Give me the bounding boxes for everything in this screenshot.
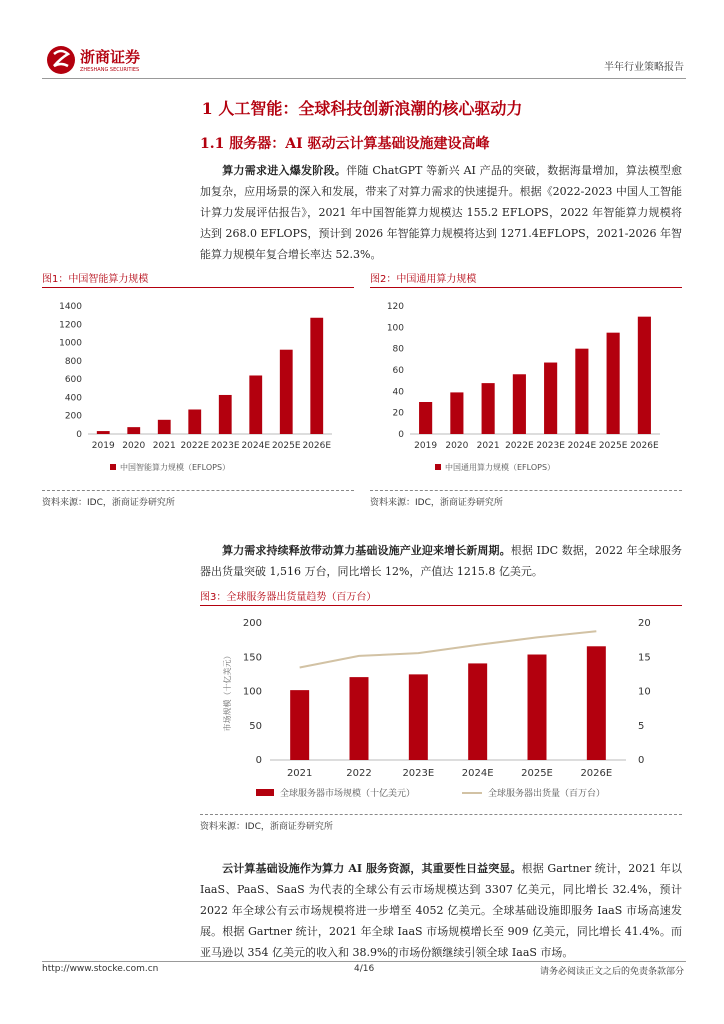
y-tick-label: 1000 bbox=[59, 338, 82, 349]
page-number: 4/16 bbox=[354, 964, 375, 974]
y-tick-label: 100 bbox=[386, 323, 404, 334]
bar bbox=[528, 655, 547, 760]
figure-2-chart bbox=[370, 290, 682, 490]
bar bbox=[290, 690, 309, 760]
paragraph-1-body: 伴随 ChatGPT 等新兴 AI 产品的突破，数据海量增加，算法模型愈加复杂，应用场景的深入和发展，带来了对算力需求的快速提升。根据《2022-2023 中国人工智能计算力发展评估报告》，2021 年中国智能算力规模达 155.2 EFLOPS，2022 年智能算力规模将达到 268.0 EFLOPS，预计到 2026 年智能算力规模将达到 1271.4EFLOPS，2021-2026 年智能算力规模年复合增长率达 52.3%。 bbox=[200, 164, 683, 261]
figure-1-chart bbox=[42, 290, 354, 490]
figure-2-name: 中国通用算力规模 bbox=[396, 274, 477, 285]
y-right-tick-label: 10 bbox=[638, 686, 651, 698]
paragraph-3-lead: 云计算基础设施作为算力 AI 服务资源，其重要性日益突显。 bbox=[222, 862, 522, 875]
figure-1-name: 中国智能算力规模 bbox=[68, 274, 149, 285]
x-tick-label: 2020 bbox=[122, 441, 146, 451]
figure-1-title bbox=[42, 270, 148, 285]
bar bbox=[419, 402, 432, 434]
x-tick-label: 2022E bbox=[180, 441, 210, 451]
figure-1-label: 图1： bbox=[42, 274, 69, 285]
bar bbox=[575, 349, 588, 434]
x-tick-label: 2023E bbox=[210, 441, 240, 451]
y-left-tick-label: 200 bbox=[242, 618, 262, 629]
bar bbox=[249, 375, 262, 434]
x-tick-label: 2019 bbox=[91, 441, 115, 451]
x-tick-label: 2021 bbox=[476, 441, 500, 451]
x-tick-label: 2025E bbox=[598, 441, 628, 451]
y-tick-label: 0 bbox=[398, 430, 404, 440]
figure-2-source: 资料来源：IDC，浙商证券研究所 bbox=[370, 498, 503, 508]
y-tick-label: 120 bbox=[386, 302, 404, 312]
y-tick-label: 1400 bbox=[59, 302, 82, 312]
legend-label-line: 全球服务器出货量（百万台） bbox=[488, 789, 606, 799]
subsection-heading: 1.1 服务器：AI 驱动云计算基础设施建设高峰 bbox=[200, 136, 490, 152]
brand-name-en: ZHESHANG SECURITIES bbox=[80, 67, 140, 73]
header-divider bbox=[42, 78, 686, 79]
y-tick-label: 60 bbox=[392, 366, 404, 376]
paragraph-2-lead: 算力需求持续释放带动算力基础设施产业迎来增长新周期。 bbox=[222, 544, 511, 557]
y-left-tick-label: 50 bbox=[249, 720, 262, 732]
bar bbox=[468, 663, 487, 760]
footer-url[interactable]: http://www.stocke.com.cn bbox=[42, 964, 159, 974]
x-tick-label: 2023E bbox=[402, 768, 435, 779]
figure-3-chart bbox=[200, 608, 682, 813]
x-tick-label: 2021 bbox=[286, 768, 313, 779]
bar bbox=[513, 374, 526, 434]
paragraph-2 bbox=[200, 540, 682, 582]
legend-swatch bbox=[110, 464, 116, 470]
bar bbox=[188, 409, 201, 434]
figure-2-label: 图2： bbox=[370, 274, 397, 285]
bar bbox=[219, 395, 232, 434]
figure-1-divider bbox=[42, 490, 354, 491]
y-tick-label: 200 bbox=[64, 411, 82, 422]
paragraph-1 bbox=[200, 160, 682, 265]
report-type: 半年行业策略报告 bbox=[604, 62, 684, 73]
figure-3-divider bbox=[200, 814, 682, 815]
figure-3-source: 资料来源：IDC，浙商证券研究所 bbox=[200, 822, 333, 832]
section-heading: 1 人工智能：全球科技创新浪潮的核心驱动力 bbox=[201, 99, 523, 118]
bar bbox=[638, 317, 651, 434]
y-left-tick-label: 0 bbox=[255, 755, 262, 766]
x-tick-label: 2026E bbox=[302, 441, 332, 451]
paragraph-2-body: 根据 IDC 数据，2022 年全球服务器出货量突破 1,516 万台，同比增长 12%，产值达 1215.8 亿美元。 bbox=[200, 544, 682, 578]
bar bbox=[280, 350, 293, 434]
x-tick-label: 2024E bbox=[241, 441, 271, 451]
figure-3-title bbox=[200, 588, 376, 603]
y-tick-label: 400 bbox=[64, 393, 82, 404]
footer-disclaimer: 请务必阅读正文之后的免责条款部分 bbox=[539, 967, 684, 977]
y-tick-label: 800 bbox=[64, 356, 82, 367]
y-tick-label: 600 bbox=[64, 375, 82, 386]
x-tick-label: 2023E bbox=[536, 441, 565, 451]
legend-swatch-bar bbox=[256, 789, 274, 796]
footer-divider bbox=[42, 961, 686, 962]
figure-1-rule bbox=[42, 287, 354, 288]
x-tick-label: 2021 bbox=[152, 441, 176, 451]
x-tick-label: 2022 bbox=[346, 768, 372, 779]
legend-label: 中国通用算力规模（EFLOPS） bbox=[445, 463, 556, 472]
y-tick-label: 40 bbox=[392, 387, 404, 398]
y-tick-label: 20 bbox=[392, 408, 404, 419]
legend-swatch bbox=[435, 464, 441, 470]
brand-name: 浙商证券 bbox=[80, 48, 141, 66]
y-left-tick-label: 150 bbox=[242, 652, 262, 664]
x-tick-label: 2024E bbox=[461, 768, 494, 779]
paragraph-3-body: 根据 Gartner 统计，2021 年以 IaaS、PaaS、SaaS 为代表的全球公有云市场规模达到 3307 亿美元，同比增长 32.4%，预计 2022 年全球公有云市场规模将进一步增至 4052 亿美元。全球基础设施即服务 IaaS 市场高速发展。根据 Gartner 统计，2021 年全球 IaaS 市场规模增长至 909 亿美元，同比增长 41.4%。而亚马逊以 354 亿美元的收入和 38.9%的市场份额继续引领全球 IaaS 市场。 bbox=[200, 862, 682, 959]
x-tick-label: 2026E bbox=[580, 768, 613, 779]
bar bbox=[544, 363, 557, 434]
legend-label-bar: 全球服务器市场规模（十亿美元） bbox=[280, 789, 416, 799]
y-left-tick-label: 100 bbox=[242, 686, 262, 698]
bar bbox=[450, 392, 463, 434]
bar bbox=[587, 646, 606, 760]
shipment-line bbox=[300, 631, 597, 667]
bar bbox=[482, 383, 495, 434]
x-tick-label: 2020 bbox=[445, 441, 469, 451]
figure-3-rule bbox=[200, 605, 682, 606]
y-left-axis-title: 市场规模（十亿美元） bbox=[223, 651, 232, 732]
figure-2-rule bbox=[370, 287, 682, 288]
bar bbox=[310, 318, 323, 434]
brand-logo bbox=[44, 44, 150, 78]
bar bbox=[158, 420, 171, 434]
y-tick-label: 1200 bbox=[59, 320, 82, 331]
x-tick-label: 2024E bbox=[567, 441, 597, 451]
x-tick-label: 2026E bbox=[630, 441, 659, 451]
y-right-tick-label: 20 bbox=[638, 618, 651, 629]
y-tick-label: 80 bbox=[392, 344, 404, 355]
figure-1-source: 资料来源：IDC，浙商证券研究所 bbox=[42, 498, 175, 508]
bar bbox=[127, 427, 140, 434]
y-right-tick-label: 0 bbox=[638, 755, 645, 766]
y-right-tick-label: 15 bbox=[638, 652, 651, 664]
x-tick-label: 2025E bbox=[521, 768, 553, 779]
y-tick-label: 0 bbox=[76, 430, 82, 440]
legend-label: 中国智能算力规模（EFLOPS） bbox=[120, 463, 231, 472]
x-tick-label: 2019 bbox=[414, 441, 438, 451]
figure-2-divider bbox=[370, 490, 682, 491]
x-tick-label: 2022E bbox=[505, 441, 534, 451]
bar bbox=[97, 431, 110, 434]
figure-2-title bbox=[370, 270, 476, 285]
bar bbox=[409, 674, 428, 760]
bar bbox=[350, 677, 369, 760]
paragraph-1-lead: 算力需求进入爆发阶段。 bbox=[222, 164, 347, 177]
paragraph-3 bbox=[200, 858, 682, 963]
figure-3-name: 全球服务器出货量趋势（百万台） bbox=[226, 592, 377, 603]
bar bbox=[607, 333, 620, 434]
x-tick-label: 2025E bbox=[271, 441, 301, 451]
y-right-tick-label: 5 bbox=[638, 720, 645, 732]
figure-3-label: 图3： bbox=[200, 592, 227, 603]
